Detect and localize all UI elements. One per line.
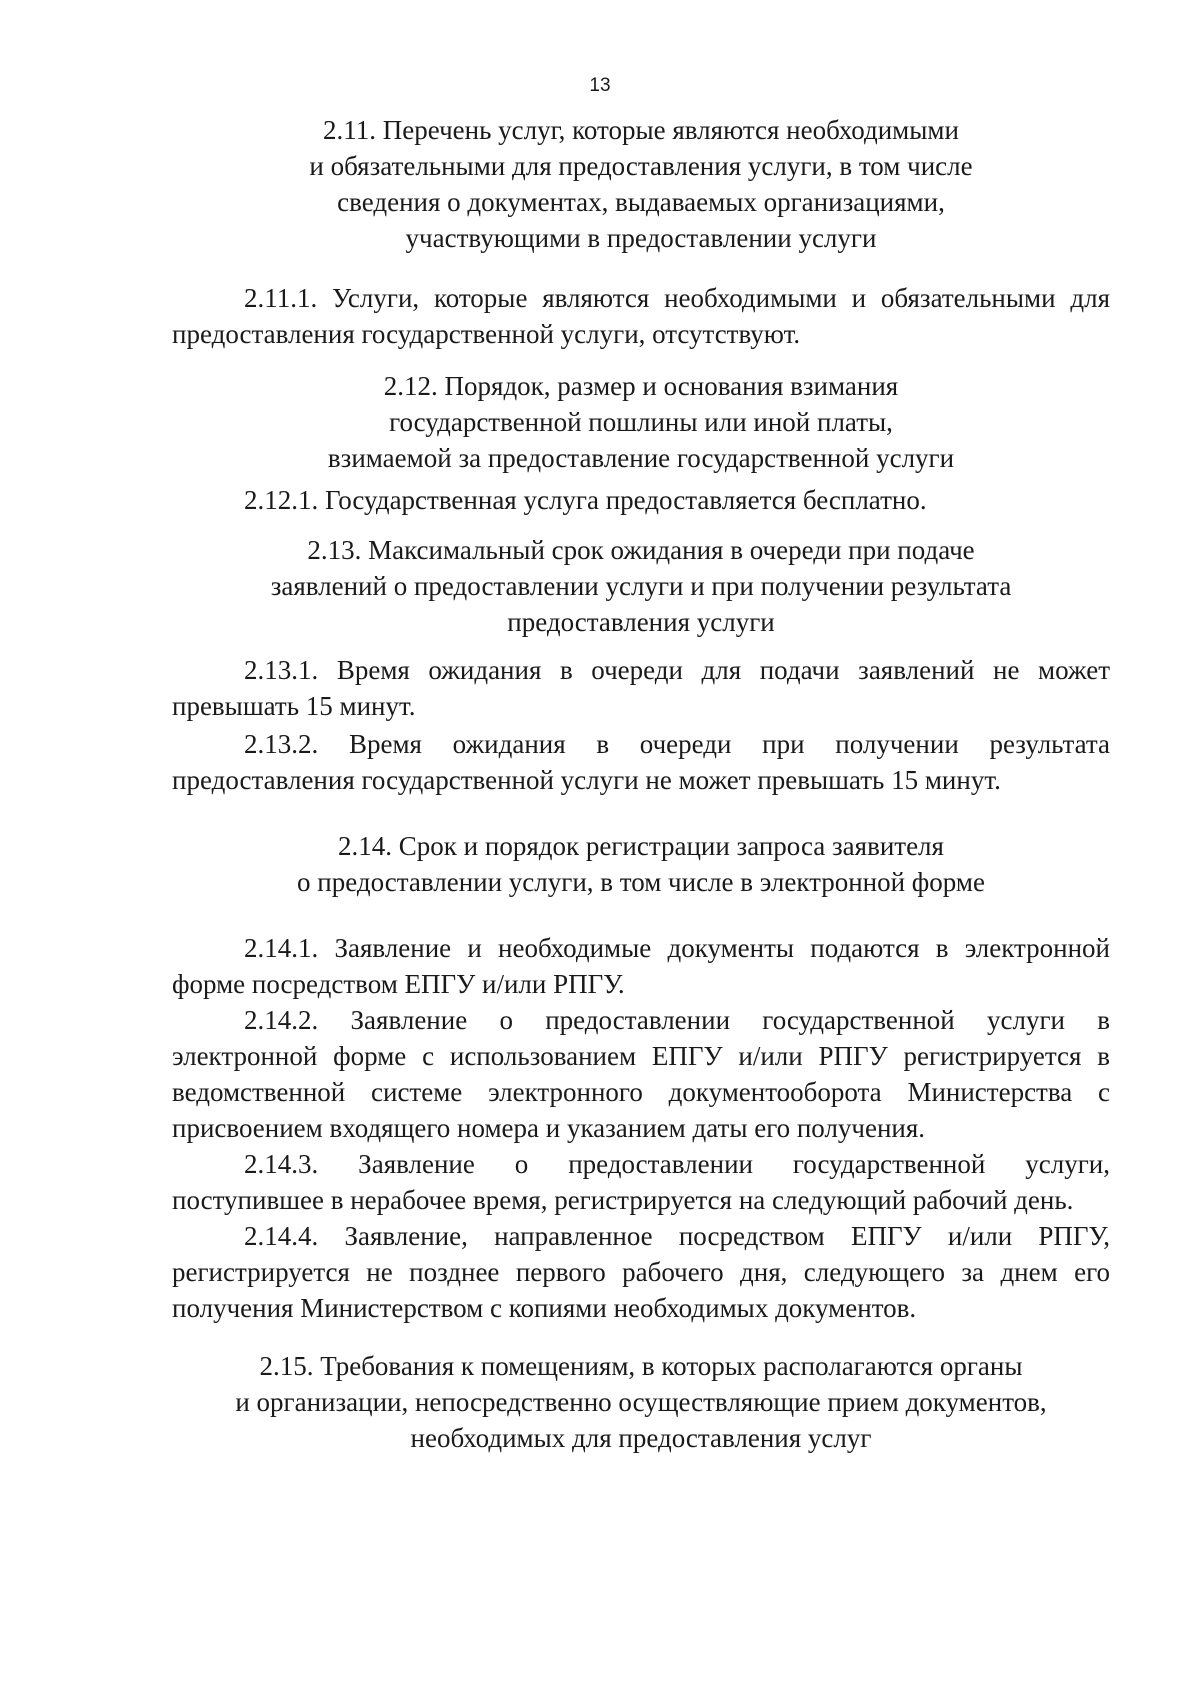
page-number: 13: [589, 75, 611, 96]
paragraph-line: 2.14.3. Заявление о предоставлении государственной услуги,: [244, 1149, 1110, 1179]
paragraph-line: 2.12.1. Государственная услуга предоставляется бесплатно.: [244, 485, 927, 515]
paragraph-2-14-4: [172, 1218, 1110, 1326]
paragraph-line: ведомственной системе электронного документооборота Министерства с: [172, 1077, 1110, 1107]
paragraph-2-11-1: [172, 280, 1110, 352]
paragraph-2-14-3: [172, 1146, 1110, 1218]
heading-line: 2.13. Максимальный срок ожидания в очереди при подаче: [307, 535, 975, 565]
heading-line: 2.14. Срок и порядок регистрации запроса заявителя: [338, 831, 944, 861]
paragraph-line: регистрируется не позднее первого рабочего дня, следующего за днем его: [172, 1257, 1110, 1287]
paragraph-line: получения Министерством с копиями необходимых документов.: [172, 1293, 917, 1323]
heading-line: взимаемой за предоставление государственной услуги: [327, 443, 955, 473]
section-heading-2-15: [172, 1348, 1110, 1456]
paragraph-line: превышать 15 минут.: [172, 691, 416, 721]
paragraph-2-12-1: [172, 482, 1110, 518]
section-heading-2-14: [172, 828, 1110, 900]
paragraph-line: электронной форме с использованием ЕПГУ и/или РПГУ регистрируется в: [172, 1041, 1110, 1071]
heading-line: государственной пошлины или иной платы,: [389, 407, 893, 437]
heading-line: 2.15. Требования к помещениям, в которых располагаются органы: [259, 1351, 1023, 1381]
section-heading-2-13: [172, 532, 1110, 640]
heading-line: заявлений о предоставлении услуги и при получении результата: [270, 571, 1012, 601]
paragraph-line: 2.14.1. Заявление и необходимые документы подаются в электронной: [244, 933, 1110, 963]
heading-line: необходимых для предоставления услуг: [410, 1423, 872, 1453]
section-heading-2-12: [172, 368, 1110, 476]
heading-line: 2.12. Порядок, размер и основания взимания: [383, 371, 899, 401]
heading-line: предоставления услуги: [507, 607, 775, 637]
heading-line: и организации, непосредственно осуществляющие прием документов,: [235, 1387, 1047, 1417]
heading-line: о предоставлении услуги, в том числе в электронной форме: [297, 867, 985, 897]
paragraph-2-14-1: [172, 930, 1110, 1002]
paragraph-line: предоставления государственной услуги не может превышать 15 минут.: [172, 765, 1001, 795]
paragraph-2-13-1: [172, 652, 1110, 724]
paragraph-2-14-2: [172, 1002, 1110, 1146]
paragraph-line: 2.14.4. Заявление, направленное посредством ЕПГУ и/или РПГУ,: [244, 1221, 1110, 1251]
section-heading-2-11: [172, 112, 1110, 256]
paragraph-line: предоставления государственной услуги, отсутствуют.: [172, 319, 801, 349]
paragraph-line: поступившее в нерабочее время, регистрируется на следующий рабочий день.: [172, 1185, 1074, 1215]
paragraph-line: 2.11.1. Услуги, которые являются необходимыми и обязательными для: [244, 283, 1110, 313]
paragraph-line: форме посредством ЕПГУ и/или РПГУ.: [172, 969, 625, 999]
paragraph-line: 2.13.2. Время ожидания в очереди при получении результата: [244, 729, 1110, 759]
paragraph-2-13-2: [172, 726, 1110, 798]
heading-line: участвующими в предоставлении услуги: [405, 223, 877, 253]
paragraph-line: 2.14.2. Заявление о предоставлении государственной услуги в: [244, 1005, 1110, 1035]
paragraph-line: 2.13.1. Время ожидания в очереди для подачи заявлений не может: [244, 655, 1110, 685]
heading-line: 2.11. Перечень услуг, которые являются необходимыми: [323, 115, 959, 145]
paragraph-line: присвоением входящего номера и указанием даты его получения.: [172, 1113, 926, 1143]
heading-line: и обязательными для предоставления услуги, в том числе: [309, 151, 973, 181]
heading-line: сведения о документах, выдаваемых организациями,: [337, 187, 945, 217]
